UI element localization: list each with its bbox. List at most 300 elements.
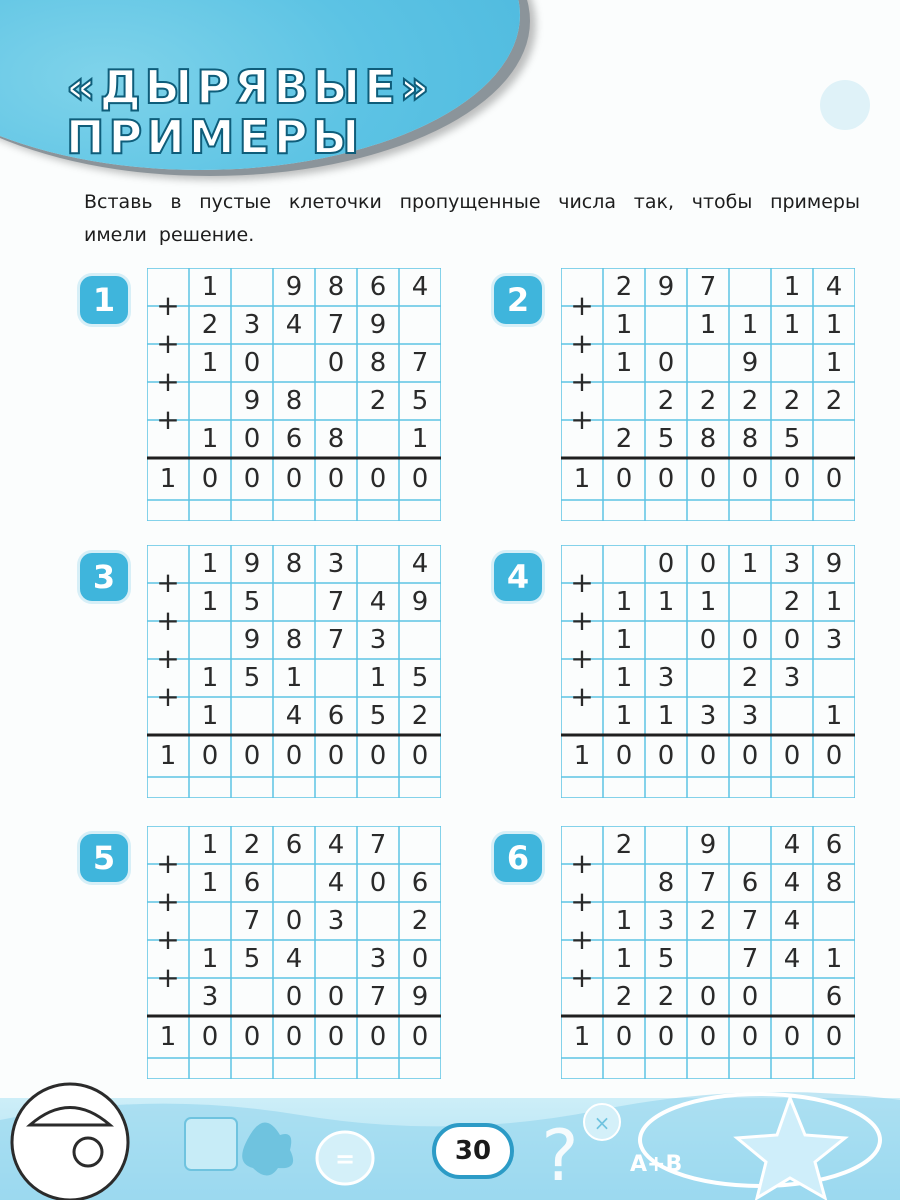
digit-cell: 6: [327, 701, 345, 731]
blank-digit-cell[interactable]: [357, 420, 399, 458]
addition-grid: [561, 545, 855, 798]
digit-cell: 3: [699, 701, 717, 731]
result-digit: 0: [699, 741, 717, 771]
digit-cell: 7: [699, 868, 717, 898]
blank-digit-cell[interactable]: [189, 902, 231, 940]
blank-digit-cell[interactable]: [687, 940, 729, 978]
digit-cell: 0: [411, 944, 429, 974]
addend-row: [561, 545, 855, 583]
digit-cell: 1: [699, 587, 717, 617]
digit-cell: 6: [741, 868, 759, 898]
blank-digit-cell[interactable]: [771, 344, 813, 382]
digit-cell: 6: [411, 868, 429, 898]
addend-row: [147, 621, 441, 659]
digit-cell: 8: [369, 348, 387, 378]
digit-cell: 2: [783, 587, 801, 617]
digit-cell: 2: [615, 830, 633, 860]
plus-sign: +: [570, 566, 594, 599]
digit-cell: 1: [201, 944, 219, 974]
addend-row: [561, 583, 855, 621]
blank-digit-cell[interactable]: [273, 864, 315, 902]
digit-cell: 3: [369, 625, 387, 655]
plus-sign: +: [570, 327, 594, 360]
child-detective-icon: [12, 1084, 128, 1200]
digit-cell: 1: [615, 310, 633, 340]
digit-cell: 2: [825, 386, 843, 416]
digit-cell: 2: [699, 906, 717, 936]
addition-grid: [147, 268, 441, 521]
digit-cell: 0: [243, 348, 261, 378]
digit-cell: 2: [201, 310, 219, 340]
digit-cell: 0: [741, 982, 759, 1012]
digit-cell: 2: [657, 386, 675, 416]
plus-sign: +: [570, 885, 594, 918]
digit-cell: 9: [657, 272, 675, 302]
addend-row: [147, 344, 441, 382]
result-digit: 0: [243, 741, 261, 771]
result-digit: 0: [825, 1022, 843, 1052]
digit-cell: 0: [327, 982, 345, 1012]
digit-cell: 2: [657, 982, 675, 1012]
addend-row: [561, 697, 855, 735]
result-digit: 0: [369, 741, 387, 771]
addend-row: [561, 621, 855, 659]
result-row: [561, 458, 855, 500]
plus-sign: +: [156, 885, 180, 918]
addend-row: [147, 268, 441, 306]
digit-cell: 6: [285, 424, 303, 454]
problem-6: [494, 826, 878, 1082]
result-digit: 1: [159, 741, 177, 771]
blank-digit-cell[interactable]: [771, 697, 813, 735]
result-digit: 0: [285, 464, 303, 494]
digit-cell: 1: [615, 906, 633, 936]
addition-grid: [561, 826, 855, 1079]
digit-cell: 4: [285, 944, 303, 974]
problem-number-badge: 5: [80, 834, 128, 882]
digit-cell: 1: [201, 549, 219, 579]
result-digit: 0: [657, 741, 675, 771]
plus-sign: +: [156, 403, 180, 436]
plus-sign: +: [570, 847, 594, 880]
digit-cell: 8: [741, 424, 759, 454]
result-digit: 0: [783, 464, 801, 494]
digit-cell: 8: [657, 868, 675, 898]
digit-cell: 4: [783, 944, 801, 974]
page-title-line2: ПРИМЕРЫ: [66, 110, 364, 164]
digit-cell: 6: [825, 830, 843, 860]
result-row: [561, 735, 855, 777]
digit-cell: 0: [327, 348, 345, 378]
digit-cell: 5: [369, 701, 387, 731]
result-digit: 0: [243, 1022, 261, 1052]
digit-cell: 3: [783, 549, 801, 579]
digit-cell: 1: [825, 348, 843, 378]
blank-digit-cell[interactable]: [729, 826, 771, 864]
digit-cell: 1: [615, 944, 633, 974]
result-digit: 0: [285, 1022, 303, 1052]
result-row: [561, 1016, 855, 1058]
blank-digit-cell[interactable]: [687, 344, 729, 382]
blank-digit-cell[interactable]: [357, 902, 399, 940]
digit-cell: 1: [615, 663, 633, 693]
problem-5: [80, 826, 464, 1082]
digit-cell: 4: [327, 830, 345, 860]
digit-cell: 8: [285, 625, 303, 655]
result-digit: 0: [369, 1022, 387, 1052]
digit-cell: 1: [825, 701, 843, 731]
digit-cell: 5: [657, 424, 675, 454]
addend-row: [561, 306, 855, 344]
digit-cell: 1: [285, 663, 303, 693]
digit-cell: 0: [285, 982, 303, 1012]
result-digit: 0: [201, 1022, 219, 1052]
result-digit: 0: [411, 1022, 429, 1052]
plus-sign: +: [156, 604, 180, 637]
blank-digit-cell[interactable]: [273, 583, 315, 621]
blank-digit-cell[interactable]: [399, 621, 441, 659]
addend-row: [561, 268, 855, 306]
blank-digit-cell[interactable]: [645, 826, 687, 864]
digit-cell: 7: [243, 906, 261, 936]
digit-cell: 7: [327, 625, 345, 655]
result-digit: 1: [159, 464, 177, 494]
digit-cell: 5: [243, 663, 261, 693]
blank-digit-cell[interactable]: [603, 545, 645, 583]
addend-row: [147, 697, 441, 735]
digit-cell: 1: [615, 587, 633, 617]
digit-cell: 8: [699, 424, 717, 454]
digit-cell: 6: [243, 868, 261, 898]
addend-row: [147, 978, 441, 1016]
result-digit: 0: [327, 1022, 345, 1052]
plus-sign: +: [570, 961, 594, 994]
digit-cell: 2: [411, 701, 429, 731]
digit-cell: 8: [285, 549, 303, 579]
result-digit: 1: [159, 1022, 177, 1052]
question-mark-icon: ?: [541, 1115, 579, 1197]
blank-digit-cell[interactable]: [645, 621, 687, 659]
blank-digit-cell[interactable]: [315, 659, 357, 697]
a-plus-b-label: A+B: [630, 1152, 683, 1177]
blank-digit-cell[interactable]: [315, 382, 357, 420]
digit-cell: 1: [411, 424, 429, 454]
digit-cell: 2: [615, 982, 633, 1012]
digit-cell: 9: [369, 310, 387, 340]
blank-digit-cell[interactable]: [231, 697, 273, 735]
digit-cell: 6: [825, 982, 843, 1012]
digit-cell: 7: [369, 982, 387, 1012]
addend-row: [561, 864, 855, 902]
addition-grid: [147, 545, 441, 798]
addend-row: [561, 382, 855, 420]
result-digit: 0: [825, 464, 843, 494]
digit-cell: 8: [285, 386, 303, 416]
digit-cell: 4: [783, 830, 801, 860]
result-digit: 0: [243, 464, 261, 494]
blank-digit-cell[interactable]: [603, 382, 645, 420]
result-digit: 0: [369, 464, 387, 494]
digit-cell: 1: [201, 868, 219, 898]
digit-cell: 3: [741, 701, 759, 731]
addend-row: [147, 583, 441, 621]
digit-cell: 0: [369, 868, 387, 898]
problem-number-badge: 6: [494, 834, 542, 882]
problem-1: [80, 268, 464, 524]
blank-digit-cell[interactable]: [813, 659, 855, 697]
addition-grid: [561, 268, 855, 521]
digit-cell: 5: [411, 663, 429, 693]
digit-cell: 1: [699, 310, 717, 340]
plus-sign: +: [156, 923, 180, 956]
addend-row: [147, 659, 441, 697]
result-digit: 0: [783, 741, 801, 771]
blank-digit-cell[interactable]: [687, 659, 729, 697]
decorative-circle: [820, 80, 870, 130]
digit-cell: 3: [657, 906, 675, 936]
digit-cell: 8: [825, 868, 843, 898]
result-digit: 0: [783, 1022, 801, 1052]
digit-cell: 2: [243, 830, 261, 860]
blank-digit-cell[interactable]: [603, 864, 645, 902]
result-digit: 0: [615, 464, 633, 494]
digit-cell: 5: [657, 944, 675, 974]
problem-number-badge: 4: [494, 553, 542, 601]
plus-sign: +: [156, 365, 180, 398]
result-digit: 0: [201, 464, 219, 494]
digit-cell: 5: [243, 944, 261, 974]
blank-digit-cell[interactable]: [315, 940, 357, 978]
blank-digit-cell[interactable]: [231, 978, 273, 1016]
digit-cell: 1: [615, 701, 633, 731]
digit-cell: 9: [411, 982, 429, 1012]
digit-cell: 2: [741, 386, 759, 416]
plus-sign: +: [156, 289, 180, 322]
result-digit: 0: [411, 464, 429, 494]
problem-3: [80, 545, 464, 801]
addend-row: [561, 940, 855, 978]
digit-cell: 4: [285, 310, 303, 340]
plus-sign: +: [156, 847, 180, 880]
result-digit: 0: [411, 741, 429, 771]
problem-number-badge: 3: [80, 553, 128, 601]
digit-cell: 9: [243, 386, 261, 416]
blank-digit-cell[interactable]: [231, 268, 273, 306]
result-digit: 0: [201, 741, 219, 771]
blank-digit-cell[interactable]: [813, 902, 855, 940]
digit-cell: 1: [741, 310, 759, 340]
result-digit: 0: [741, 464, 759, 494]
digit-cell: 0: [285, 906, 303, 936]
digit-cell: 2: [615, 424, 633, 454]
addend-row: [561, 826, 855, 864]
plus-sign: +: [156, 642, 180, 675]
digit-cell: 7: [327, 310, 345, 340]
digit-cell: 2: [615, 272, 633, 302]
digit-cell: 0: [657, 549, 675, 579]
result-digit: 0: [285, 741, 303, 771]
digit-cell: 0: [783, 625, 801, 655]
digit-cell: 1: [615, 348, 633, 378]
digit-cell: 1: [615, 625, 633, 655]
digit-cell: 1: [783, 310, 801, 340]
blank-digit-cell[interactable]: [273, 344, 315, 382]
addend-row: [561, 978, 855, 1016]
plus-sign: +: [156, 961, 180, 994]
addend-row: [147, 826, 441, 864]
digit-cell: 1: [201, 424, 219, 454]
result-row: [147, 735, 441, 777]
digit-cell: 7: [741, 944, 759, 974]
addition-grid: [147, 826, 441, 1079]
plus-sign: +: [156, 566, 180, 599]
digit-cell: 9: [243, 625, 261, 655]
digit-cell: 1: [657, 701, 675, 731]
result-digit: 1: [573, 741, 591, 771]
addend-row: [561, 902, 855, 940]
result-row: [147, 458, 441, 500]
digit-cell: 9: [411, 587, 429, 617]
digit-cell: 7: [327, 587, 345, 617]
page-number: 30: [432, 1123, 514, 1179]
digit-cell: 1: [741, 549, 759, 579]
digit-cell: 2: [411, 906, 429, 936]
blank-digit-cell[interactable]: [813, 420, 855, 458]
digit-cell: 4: [825, 272, 843, 302]
result-row: [147, 1016, 441, 1058]
digit-cell: 3: [783, 663, 801, 693]
blank-digit-cell[interactable]: [729, 583, 771, 621]
digit-cell: 3: [327, 549, 345, 579]
addend-row: [147, 420, 441, 458]
digit-cell: 1: [201, 830, 219, 860]
digit-cell: 4: [783, 868, 801, 898]
digit-cell: 9: [699, 830, 717, 860]
digit-cell: 4: [411, 272, 429, 302]
digit-cell: 2: [783, 386, 801, 416]
digit-cell: 8: [327, 272, 345, 302]
digit-cell: 1: [825, 310, 843, 340]
plus-sign: +: [570, 923, 594, 956]
digit-cell: 0: [699, 982, 717, 1012]
instruction-text: Вставь в пустые клеточки пропущенные числа так, чтобы примеры имели решение.: [84, 191, 860, 246]
result-digit: 0: [741, 741, 759, 771]
result-digit: 0: [825, 741, 843, 771]
digit-cell: 4: [369, 587, 387, 617]
multiply-sign-icon: ×: [593, 1111, 611, 1135]
plus-sign: +: [156, 327, 180, 360]
blank-digit-cell[interactable]: [399, 306, 441, 344]
result-digit: 0: [699, 464, 717, 494]
blank-digit-cell[interactable]: [189, 621, 231, 659]
digit-cell: 0: [741, 625, 759, 655]
maze-icon: [185, 1118, 237, 1170]
addend-row: [147, 864, 441, 902]
digit-cell: 0: [699, 549, 717, 579]
digit-cell: 1: [201, 272, 219, 302]
digit-cell: 3: [369, 944, 387, 974]
digit-cell: 1: [201, 701, 219, 731]
plus-sign: +: [570, 680, 594, 713]
addend-row: [561, 344, 855, 382]
plus-sign: +: [570, 642, 594, 675]
result-digit: 0: [327, 741, 345, 771]
digit-cell: 1: [783, 272, 801, 302]
digit-cell: 5: [411, 386, 429, 416]
digit-cell: 1: [369, 663, 387, 693]
digit-cell: 1: [201, 348, 219, 378]
digit-cell: 9: [741, 348, 759, 378]
digit-cell: 9: [285, 272, 303, 302]
digit-cell: 7: [369, 830, 387, 860]
digit-cell: 5: [783, 424, 801, 454]
digit-cell: 2: [741, 663, 759, 693]
digit-cell: 8: [327, 424, 345, 454]
equals-sign-icon: =: [334, 1145, 356, 1173]
digit-cell: 2: [369, 386, 387, 416]
digit-cell: 0: [699, 625, 717, 655]
digit-cell: 9: [825, 549, 843, 579]
blank-digit-cell[interactable]: [357, 545, 399, 583]
blank-digit-cell[interactable]: [645, 306, 687, 344]
plus-sign: +: [570, 604, 594, 637]
result-digit: 0: [615, 1022, 633, 1052]
digit-cell: 7: [699, 272, 717, 302]
digit-cell: 0: [657, 348, 675, 378]
digit-cell: 4: [285, 701, 303, 731]
plus-sign: +: [570, 365, 594, 398]
problem-number-badge: 1: [80, 276, 128, 324]
digit-cell: 3: [201, 982, 219, 1012]
digit-cell: 7: [741, 906, 759, 936]
digit-cell: 9: [243, 549, 261, 579]
blank-digit-cell[interactable]: [189, 382, 231, 420]
result-digit: 0: [741, 1022, 759, 1052]
problem-4: [494, 545, 878, 801]
result-digit: 1: [573, 464, 591, 494]
plus-sign: +: [570, 403, 594, 436]
result-digit: 0: [699, 1022, 717, 1052]
addend-row: [147, 382, 441, 420]
addend-row: [147, 902, 441, 940]
plus-sign: +: [156, 680, 180, 713]
digit-cell: 4: [327, 868, 345, 898]
result-digit: 0: [615, 741, 633, 771]
digit-cell: 7: [411, 348, 429, 378]
blank-digit-cell[interactable]: [399, 826, 441, 864]
addend-row: [561, 420, 855, 458]
result-digit: 0: [657, 1022, 675, 1052]
result-digit: 0: [657, 464, 675, 494]
addend-row: [561, 659, 855, 697]
problem-number-badge: 2: [494, 276, 542, 324]
digit-cell: 1: [825, 587, 843, 617]
digit-cell: 5: [243, 587, 261, 617]
addend-row: [147, 940, 441, 978]
digit-cell: 4: [783, 906, 801, 936]
digit-cell: 3: [657, 663, 675, 693]
blank-digit-cell[interactable]: [771, 978, 813, 1016]
addend-row: [147, 545, 441, 583]
digit-cell: 6: [285, 830, 303, 860]
digit-cell: 6: [369, 272, 387, 302]
plus-sign: +: [570, 289, 594, 322]
blank-digit-cell[interactable]: [729, 268, 771, 306]
digit-cell: 1: [201, 587, 219, 617]
digit-cell: 0: [243, 424, 261, 454]
digit-cell: 3: [243, 310, 261, 340]
result-digit: 0: [327, 464, 345, 494]
